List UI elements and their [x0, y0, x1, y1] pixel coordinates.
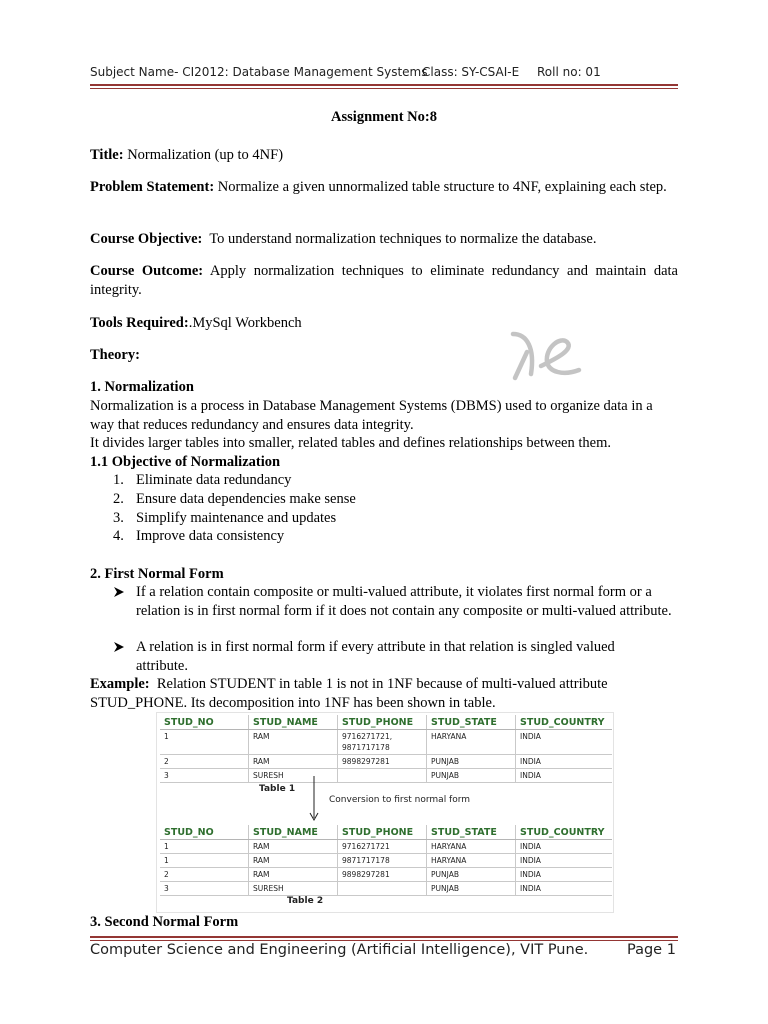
table-row	[160, 755, 612, 769]
example-label: Example:	[90, 676, 150, 692]
table-cell: HARYANA	[427, 730, 516, 755]
table-row	[160, 730, 612, 755]
objective-num-1: 1.	[113, 472, 124, 488]
column-header: STUD_NAME	[249, 715, 338, 730]
title-line	[90, 146, 678, 165]
table-row	[160, 882, 612, 896]
table-header-row	[160, 825, 612, 840]
example-text: Relation STUDENT in table 1 is not in 1NF because of multi-valued attribute STUD_PHONE. Its decomposition into 1NF has been shown in table.	[90, 676, 612, 711]
footer-text: Computer Science and Engineering (Artificial Intelligence), VIT Pune.	[90, 942, 589, 958]
table-cell: INDIA	[516, 840, 613, 854]
header-rule-thin	[90, 88, 678, 89]
table-cell: HARYANA	[427, 854, 516, 868]
table-cell: HARYANA	[427, 840, 516, 854]
objective-item-2: Ensure data dependencies make sense	[136, 491, 356, 507]
objective-text: To understand normalization techniques to normalize the database.	[202, 231, 597, 247]
objective-label: Course Objective:	[90, 231, 203, 247]
column-header: STUD_COUNTRY	[516, 825, 613, 840]
course-outcome	[90, 262, 678, 300]
header-class: Class: SY-CSAI-E	[422, 65, 520, 79]
arrow-bullet-icon	[113, 586, 125, 598]
table-cell: INDIA	[516, 882, 613, 896]
table-cell: PUNJAB	[427, 769, 516, 783]
table-cell: RAM	[249, 840, 338, 854]
header-subject: Subject Name- CI2012: Database Management Systems	[90, 65, 428, 79]
problem-label: Problem Statement:	[90, 179, 215, 195]
section-1-para-1: Normalization is a process in Database Management Systems (DBMS) used to organize data in a way that reduces redundancy and ensures data integrity.	[90, 398, 653, 433]
table-cell: 2	[160, 868, 249, 882]
table-cell: RAM	[249, 868, 338, 882]
table-cell: RAM	[249, 755, 338, 769]
table-cell: PUNJAB	[427, 882, 516, 896]
table-1-caption: Table 1	[259, 784, 296, 794]
assignment-title: Assignment No:8	[331, 109, 437, 125]
table-cell: INDIA	[516, 755, 613, 769]
objective-item-1: Eliminate data redundancy	[136, 472, 292, 488]
table-cell: 9898297281	[338, 868, 427, 882]
table-cell: 9898297281	[338, 755, 427, 769]
table-cell: 9716271721, 9871717178	[338, 730, 427, 755]
table-row	[160, 840, 612, 854]
bullet-2: A relation is in first normal form if every attribute in that relation is singled valued attribute.	[136, 639, 615, 674]
table-cell: PUNJAB	[427, 868, 516, 882]
table-cell: RAM	[249, 730, 338, 755]
page-number: Page 1	[627, 942, 676, 958]
table-cell: PUNJAB	[427, 755, 516, 769]
table-cell: 3	[160, 882, 249, 896]
table-cell: INDIA	[516, 854, 613, 868]
header-rule	[90, 84, 678, 86]
column-header: STUD_PHONE	[338, 825, 427, 840]
table-2-caption: Table 2	[287, 896, 324, 906]
column-header: STUD_COUNTRY	[516, 715, 613, 730]
section-2-heading: 2. First Normal Form	[90, 566, 224, 582]
table-cell	[338, 882, 427, 896]
table-row	[160, 769, 612, 783]
objective-item-3: Simplify maintenance and updates	[136, 510, 337, 526]
section-1-para-2: It divides larger tables into smaller, related tables and defines relationships between them.	[90, 435, 611, 451]
theory-heading: Theory:	[90, 347, 140, 363]
table-cell: 1	[160, 730, 249, 755]
section-3-heading: 3. Second Normal Form	[90, 914, 239, 930]
down-arrow-icon	[308, 776, 320, 822]
conversion-label: Conversion to first normal form	[329, 795, 471, 805]
table-row	[160, 868, 612, 882]
problem-text: Normalize a given unnormalized table structure to 4NF, explaining each step.	[214, 179, 667, 195]
table-cell: INDIA	[516, 730, 613, 755]
title-label: Title:	[90, 147, 124, 163]
table-cell: 1	[160, 854, 249, 868]
bullet-1: If a relation contain composite or multi-valued attribute, it violates first normal form or a relation is in first normal form if it does not contain any composite or multi-valued attribute.	[136, 584, 672, 619]
objective-num-3: 3.	[113, 510, 124, 526]
tools-required	[90, 314, 678, 333]
arrow-bullet-icon	[113, 641, 125, 653]
problem-statement	[90, 178, 678, 197]
column-header: STUD_STATE	[427, 715, 516, 730]
section-1-heading: 1. Normalization	[90, 379, 194, 395]
table-cell: 1	[160, 840, 249, 854]
table-cell: INDIA	[516, 868, 613, 882]
column-header: STUD_NO	[160, 825, 249, 840]
table-cell: INDIA	[516, 769, 613, 783]
header-roll: Roll no: 01	[537, 65, 601, 79]
table-cell: RAM	[249, 854, 338, 868]
footer-rule-thin	[90, 940, 678, 941]
table-1	[160, 715, 612, 783]
table-row	[160, 854, 612, 868]
tools-text: .MySql Workbench	[188, 315, 302, 331]
table-cell: 2	[160, 755, 249, 769]
outcome-text: Apply normalization techniques to eliminate redundancy and maintain data integrity.	[90, 263, 678, 298]
table-cell: 3	[160, 769, 249, 783]
footer-rule	[90, 936, 678, 938]
table-cell: SURESH	[249, 882, 338, 896]
table-cell: 9716271721	[338, 840, 427, 854]
table-cell	[338, 769, 427, 783]
section-1-1-heading: 1.1 Objective of Normalization	[90, 454, 281, 470]
tools-label: Tools Required:	[90, 315, 189, 331]
objective-num-2: 2.	[113, 491, 124, 507]
column-header: STUD_PHONE	[338, 715, 427, 730]
table-header-row	[160, 715, 612, 730]
column-header: STUD_NAME	[249, 825, 338, 840]
outcome-label: Course Outcome:	[90, 263, 204, 279]
objective-num-4: 4.	[113, 528, 124, 544]
objective-item-4: Improve data consistency	[136, 528, 285, 544]
title-text: Normalization (up to 4NF)	[123, 147, 284, 163]
column-header: STUD_STATE	[427, 825, 516, 840]
example-paragraph	[90, 675, 678, 713]
watermark-logo	[505, 330, 585, 382]
column-header: STUD_NO	[160, 715, 249, 730]
table-cell: 9871717178	[338, 854, 427, 868]
table-2	[160, 825, 612, 896]
table-cell: SURESH	[249, 769, 338, 783]
course-objective	[90, 230, 678, 249]
